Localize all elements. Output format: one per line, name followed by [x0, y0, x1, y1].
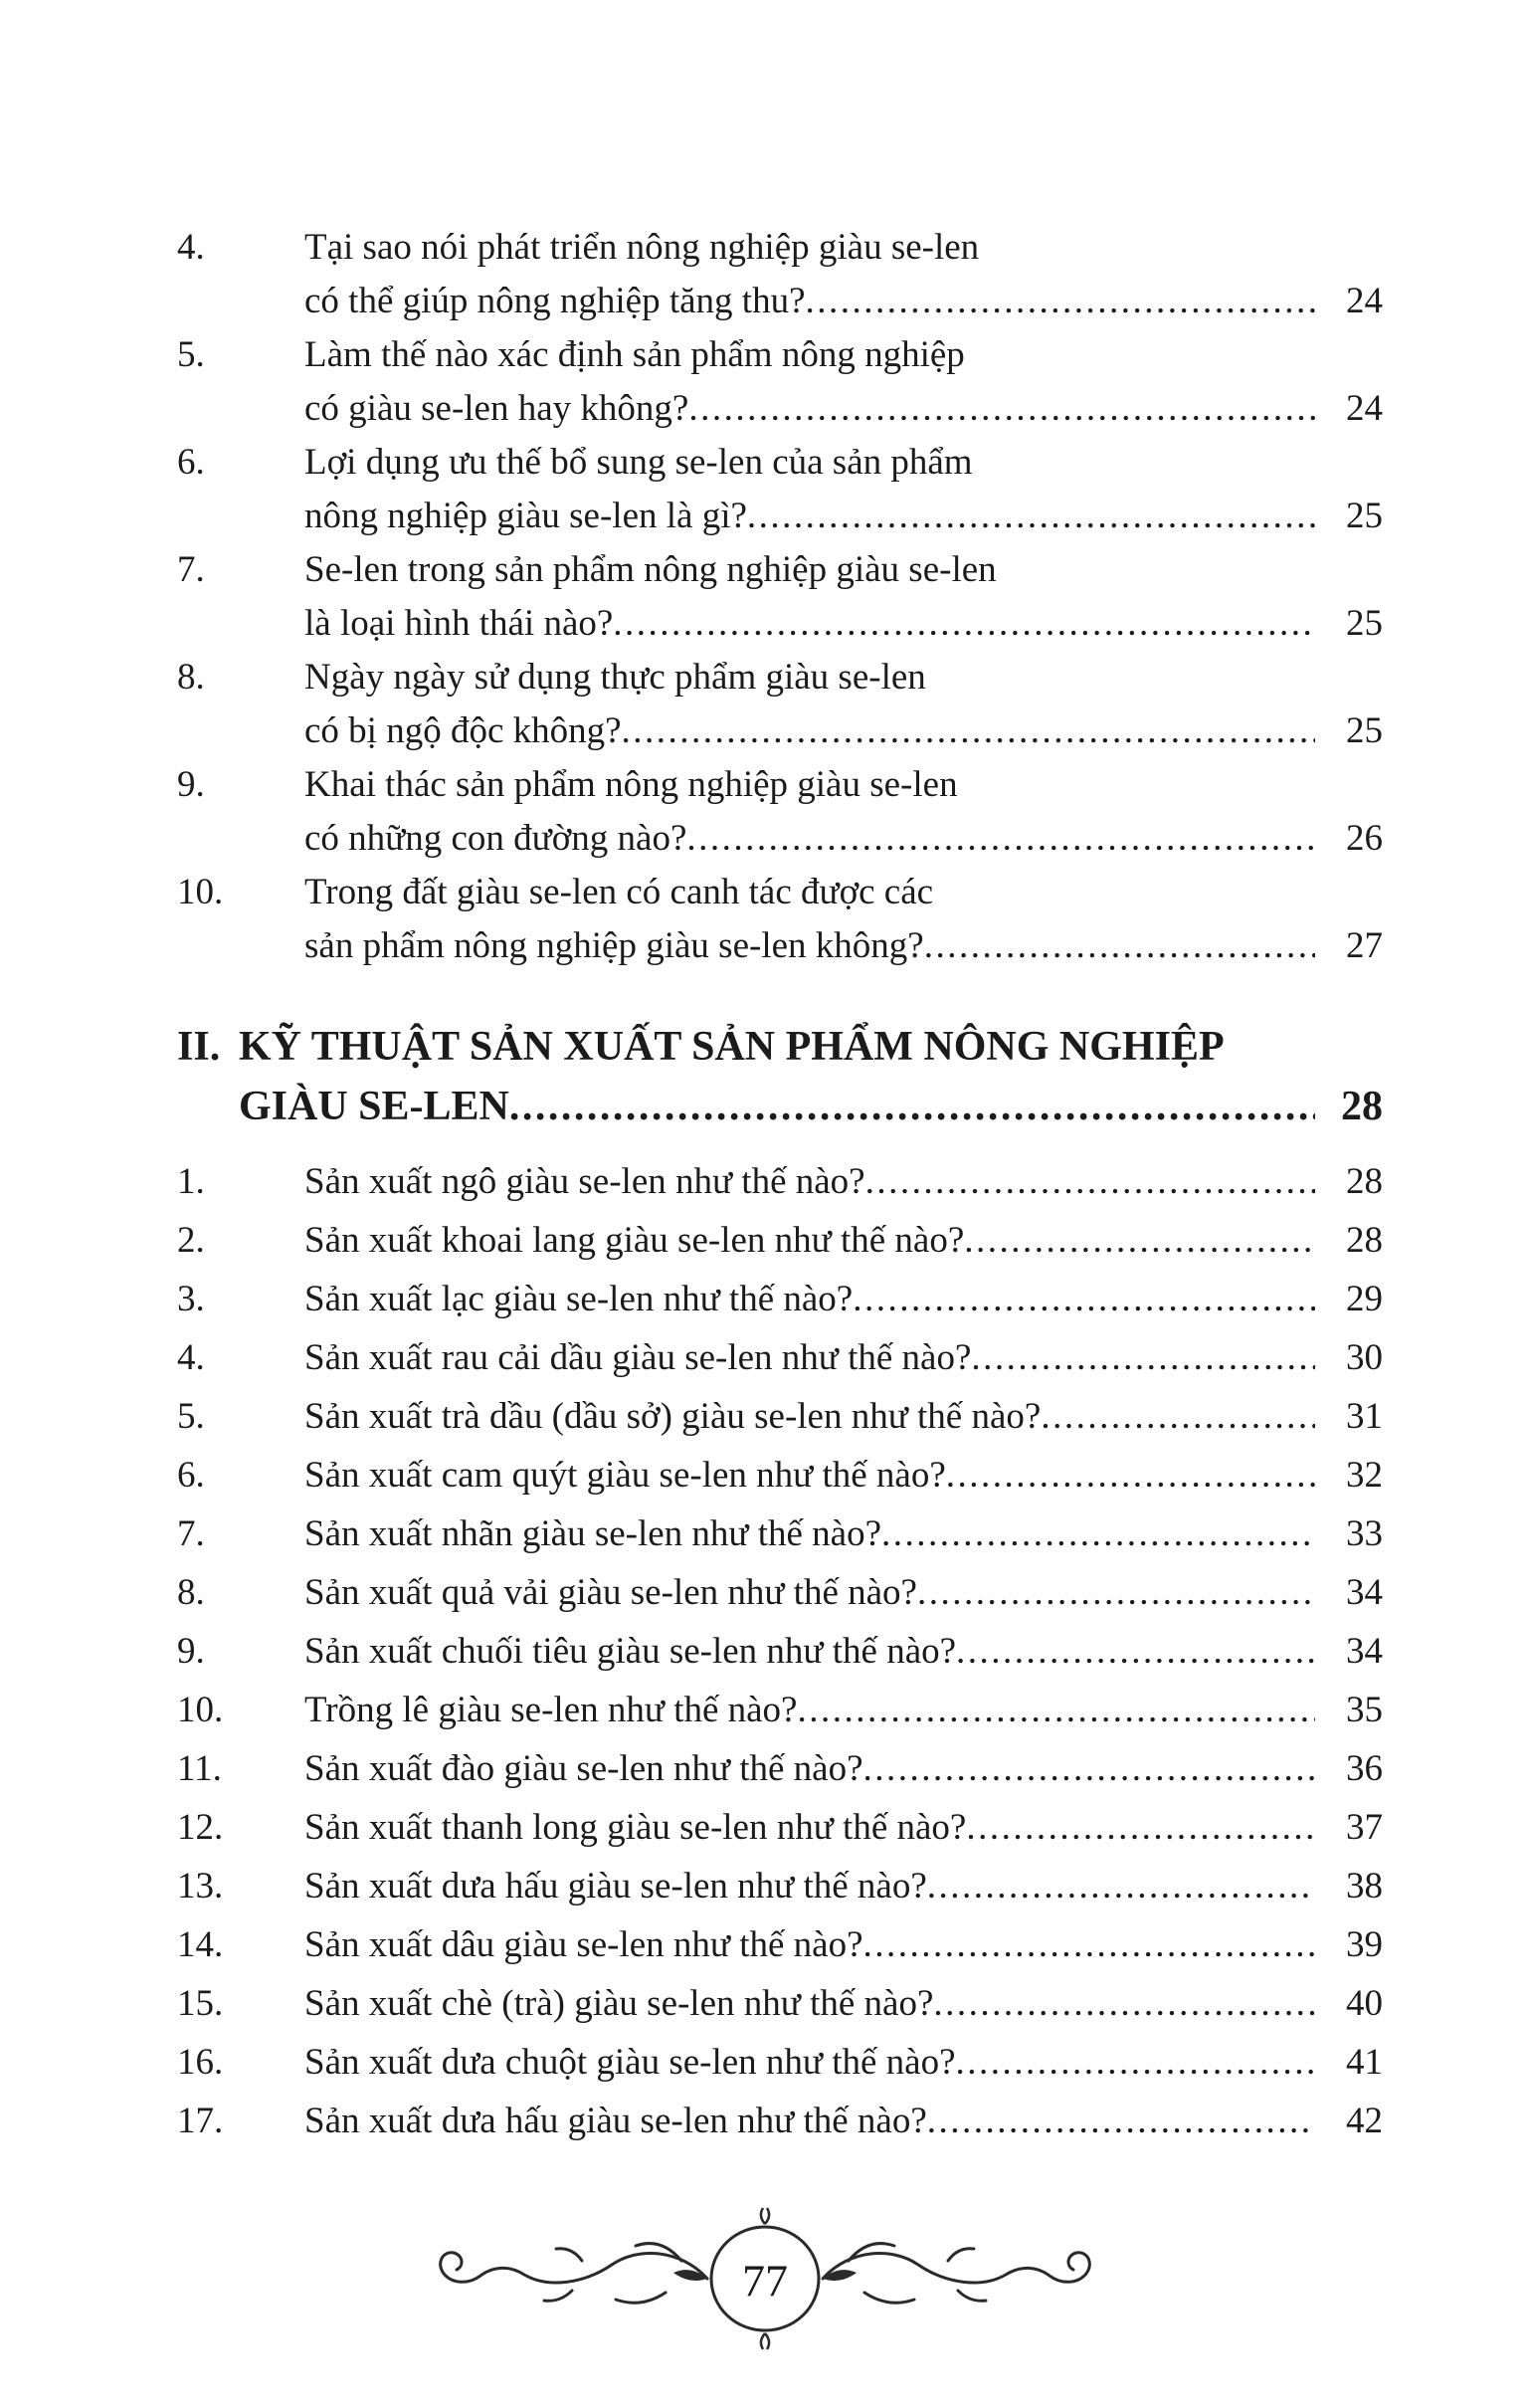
dot-leader [924, 919, 1315, 973]
entry-title-continued: có những con đường nào? [304, 818, 687, 859]
dot-leader [747, 490, 1315, 543]
toc-entry-line [177, 275, 1383, 328]
entry-page: 28 [1346, 1161, 1383, 1202]
bottom-finial [760, 2333, 768, 2349]
dot-leader [881, 1505, 1315, 1563]
dot-leader [956, 2033, 1315, 2092]
dot-leader [927, 2092, 1315, 2150]
toc-entry [177, 436, 1383, 543]
toc-entry [177, 1798, 1383, 1857]
toc-entry-line [177, 490, 1383, 543]
dot-leader [509, 1077, 1315, 1136]
entry-page: 26 [1346, 818, 1383, 859]
entry-page: 40 [1346, 1983, 1383, 2024]
dot-leader [797, 1681, 1315, 1739]
toc-entry [177, 758, 1383, 866]
toc-part-2 [177, 1152, 1383, 2150]
dot-leader [933, 1974, 1315, 2033]
entry-page: 34 [1346, 1572, 1383, 1613]
dot-leader [863, 1915, 1315, 1974]
entry-title: Trong đất giàu se-len có canh tác được các [304, 872, 934, 912]
toc-entry [177, 1857, 1383, 1915]
entry-number: 5. [177, 334, 205, 375]
toc-entry-line [177, 597, 1383, 651]
dot-leader [956, 1622, 1315, 1681]
entry-number: 5. [177, 1396, 205, 1437]
entry-page: 31 [1346, 1396, 1383, 1437]
flourish-right [823, 2244, 1089, 2304]
entry-title-continued: có giàu se-len hay không? [304, 388, 689, 429]
entry-title: Sản xuất thanh long giàu se-len như thế nào? [304, 1807, 967, 1848]
entry-page: 25 [1346, 603, 1383, 644]
entry-page: 24 [1346, 281, 1383, 321]
entry-title: Khai thác sản phẩm nông nghiệp giàu se-len [304, 764, 958, 805]
dot-leader [927, 1857, 1315, 1915]
entry-title: Sản xuất rau cải dầu giàu se-len như thế nào? [304, 1337, 972, 1378]
dot-leader [966, 1798, 1315, 1857]
toc-entry-line [177, 866, 1383, 919]
page-number: 77 [741, 2255, 788, 2307]
entry-number: 8. [177, 657, 205, 698]
entry-title-continued: sản phẩm nông nghiệp giàu se-len không? [304, 925, 924, 966]
toc-entry [177, 2092, 1383, 2150]
entry-title: Sản xuất lạc giàu se-len như thế nào? [304, 1279, 854, 1319]
entry-page: 25 [1346, 496, 1383, 536]
toc-entry [177, 1739, 1383, 1798]
entry-title: Tại sao nói phát triển nông nghiệp giàu se-len [304, 227, 980, 268]
entry-page: 35 [1346, 1690, 1383, 1730]
toc-entry [177, 1328, 1383, 1387]
entry-number: 3. [177, 1279, 205, 1319]
dot-leader [613, 597, 1315, 651]
toc-entry [177, 1915, 1383, 1974]
dot-leader [853, 1270, 1315, 1328]
entry-number: 13. [177, 1866, 224, 1906]
toc-entry [177, 1270, 1383, 1328]
section-title: KỸ THUẬT SẢN XUẤT SẢN PHẨM NÔNG NGHIỆP [239, 1024, 1225, 1070]
toc-entry-line [177, 651, 1383, 704]
entry-page: 30 [1346, 1337, 1383, 1378]
dot-leader [964, 1211, 1315, 1270]
toc-entry [177, 1387, 1383, 1446]
entry-title: Sản xuất quả vải giàu se-len như thế nào? [304, 1572, 917, 1613]
entry-title-continued: có bị ngộ độc không? [304, 710, 622, 751]
toc-entry [177, 1446, 1383, 1505]
table-of-contents [177, 221, 1383, 2150]
toc-entry-line [177, 328, 1383, 382]
entry-number: 17. [177, 2101, 224, 2141]
entry-title: Sản xuất dâu giàu se-len như thế nào? [304, 1924, 863, 1965]
dot-leader [686, 812, 1315, 866]
entry-number: 4. [177, 1337, 205, 1378]
toc-entry [177, 1681, 1383, 1739]
dot-leader [917, 1563, 1315, 1622]
entry-title: Sản xuất dưa hấu giàu se-len như thế nào? [304, 2101, 927, 2141]
toc-entry-line [177, 812, 1383, 866]
entry-page: 33 [1346, 1513, 1383, 1554]
entry-number: 14. [177, 1924, 224, 1965]
entry-number: 9. [177, 764, 205, 805]
entry-page: 38 [1346, 1866, 1383, 1906]
entry-title: Sản xuất khoai lang giàu se-len như thế nào? [304, 1220, 965, 1261]
entry-page: 37 [1346, 1807, 1383, 1848]
entry-number: 10. [177, 872, 224, 912]
entry-number: 16. [177, 2042, 224, 2083]
entry-title: Sản xuất đào giàu se-len như thế nào? [304, 1748, 863, 1789]
entry-title: Sản xuất ngô giàu se-len như thế nào? [304, 1161, 865, 1202]
entry-title: Sản xuất cam quýt giàu se-len như thế nào? [304, 1455, 946, 1496]
entry-number: 15. [177, 1983, 224, 2024]
section-title-continued: GIÀU SE-LEN [239, 1084, 509, 1129]
entry-number: 11. [177, 1748, 222, 1789]
toc-entry-line [177, 704, 1383, 758]
top-finial [760, 2208, 768, 2224]
entry-title: Làm thế nào xác định sản phẩm nông nghiệp [304, 334, 965, 375]
entry-number: 2. [177, 1220, 205, 1261]
toc-entry [177, 221, 1383, 328]
entry-title-continued: nông nghiệp giàu se-len là gì? [304, 496, 747, 536]
page-footer-ornament [377, 2194, 1153, 2363]
entry-title: Lợi dụng ưu thế bổ sung se-len của sản phẩm [304, 442, 973, 483]
entry-page: 27 [1346, 925, 1383, 966]
entry-page: 39 [1346, 1924, 1383, 1965]
toc-entry [177, 1974, 1383, 2033]
toc-entry [177, 866, 1383, 973]
entry-number: 7. [177, 549, 205, 590]
entry-page: 28 [1346, 1220, 1383, 1261]
toc-entry-line [177, 543, 1383, 597]
toc-section-line [177, 1077, 1383, 1136]
toc-entry [177, 543, 1383, 651]
toc-entry [177, 1563, 1383, 1622]
entry-number: 8. [177, 1572, 205, 1613]
toc-entry [177, 328, 1383, 436]
entry-page: 36 [1346, 1748, 1383, 1789]
dot-leader [865, 1152, 1315, 1211]
dot-leader [1041, 1387, 1315, 1446]
entry-page: 42 [1346, 2101, 1383, 2141]
section-page: 28 [1341, 1084, 1383, 1129]
dot-leader [971, 1328, 1315, 1387]
entry-title: Ngày ngày sử dụng thực phẩm giàu se-len [304, 657, 926, 698]
entry-page: 24 [1346, 388, 1383, 429]
entry-page: 34 [1346, 1631, 1383, 1672]
toc-entry [177, 1505, 1383, 1563]
toc-section-line [177, 1017, 1383, 1077]
entry-title: Trồng lê giàu se-len như thế nào? [304, 1690, 798, 1730]
entry-number: 1. [177, 1161, 205, 1202]
section-number: II. [177, 1024, 221, 1070]
entry-number: 10. [177, 1690, 224, 1730]
toc-section-heading [177, 1017, 1383, 1136]
entry-number: 7. [177, 1513, 205, 1554]
toc-entry [177, 651, 1383, 758]
entry-title: Se-len trong sản phẩm nông nghiệp giàu se-len [304, 549, 997, 590]
dot-leader [946, 1446, 1315, 1505]
toc-entry-line [177, 758, 1383, 812]
entry-title: Sản xuất trà dầu (dầu sở) giàu se-len như thế nào? [304, 1396, 1042, 1437]
entry-title: Sản xuất chuối tiêu giàu se-len như thế nào? [304, 1631, 957, 1672]
toc-entry-line [177, 919, 1383, 973]
dot-leader [688, 382, 1315, 436]
toc-entry-line [177, 221, 1383, 275]
entry-title: Sản xuất nhãn giàu se-len như thế nào? [304, 1513, 882, 1554]
toc-part-1 [177, 221, 1383, 973]
toc-entry-line [177, 382, 1383, 436]
entry-number: 6. [177, 1455, 205, 1496]
entry-title: Sản xuất dưa hấu giàu se-len như thế nào? [304, 1866, 927, 1906]
dot-leader [622, 704, 1315, 758]
toc-entry [177, 1622, 1383, 1681]
entry-number: 9. [177, 1631, 205, 1672]
entry-number: 6. [177, 442, 205, 483]
entry-title-continued: có thể giúp nông nghiệp tăng thu? [304, 281, 806, 321]
entry-title-continued: là loại hình thái nào? [304, 603, 614, 644]
dot-leader [863, 1739, 1315, 1798]
entry-page: 29 [1346, 1279, 1383, 1319]
dot-leader [806, 275, 1315, 328]
toc-entry-line [177, 436, 1383, 490]
entry-title: Sản xuất chè (trà) giàu se-len như thế nào? [304, 1983, 934, 2024]
toc-entry [177, 1152, 1383, 1211]
entry-page: 32 [1346, 1455, 1383, 1496]
flourish-left [440, 2244, 706, 2304]
toc-entry [177, 1211, 1383, 1270]
entry-page: 41 [1346, 2042, 1383, 2083]
entry-title: Sản xuất dưa chuột giàu se-len như thế nào? [304, 2042, 956, 2083]
toc-entry [177, 2033, 1383, 2092]
entry-number: 12. [177, 1807, 224, 1848]
entry-page: 25 [1346, 710, 1383, 751]
entry-number: 4. [177, 227, 205, 268]
